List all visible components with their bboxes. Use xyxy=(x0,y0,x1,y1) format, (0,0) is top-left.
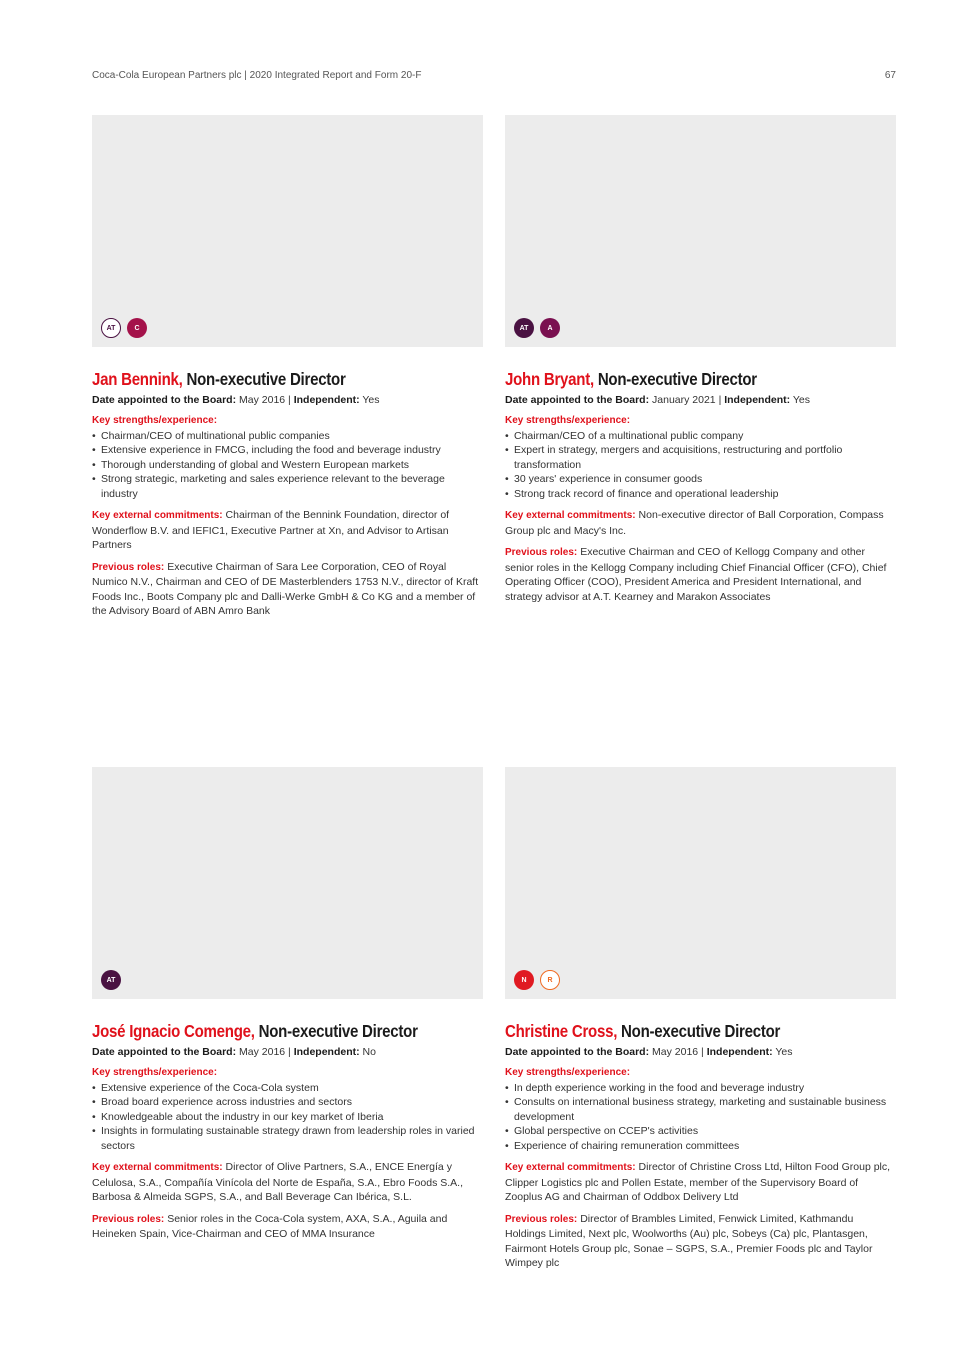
independent-value: Yes xyxy=(792,394,811,406)
strengths-list xyxy=(505,1081,896,1154)
previous-roles-section xyxy=(92,1212,483,1242)
list-item: • Expert in strategy, mergers and acquisitions, restructuring and portfolio transformation xyxy=(505,443,896,472)
independent-value: Yes xyxy=(362,394,380,406)
previous-roles-heading: Previous roles: xyxy=(92,561,165,573)
director-photo xyxy=(505,767,896,999)
director-heading xyxy=(505,368,841,390)
date-label: Date appointed to the Board: xyxy=(92,1046,237,1058)
committee-badge-at: AT xyxy=(514,318,534,338)
report-title: Coca-Cola European Partners plc | 2020 Integrated Report and Form 20-F xyxy=(92,70,422,81)
list-item: • Chairman/CEO of a multinational public company xyxy=(505,429,896,444)
list-item: • Global perspective on CCEP's activities xyxy=(505,1124,896,1139)
date-value: May 2016 xyxy=(239,1046,286,1058)
list-item: • Extensive experience in FMCG, including the food and beverage industry xyxy=(92,443,483,458)
committee-badges xyxy=(101,318,147,338)
list-item: • Strong strategic, marketing and sales experience relevant to the beverage industry xyxy=(92,472,483,501)
independent-label: Independent: xyxy=(293,1046,360,1058)
list-item: • Strong track record of finance and operational leadership xyxy=(505,487,896,502)
appointment-info: Date appointed to the Board: May 2016 | Independent: No xyxy=(92,1046,376,1058)
strengths-section xyxy=(92,414,483,501)
committee-badge-n: N xyxy=(514,970,534,990)
list-item: • Thorough understanding of global and Western European markets xyxy=(92,458,483,473)
strengths-heading: Key strengths/experience: xyxy=(505,1067,631,1078)
strengths-section xyxy=(505,1066,896,1153)
previous-roles-section xyxy=(92,560,483,619)
commitments-text: Director of Olive Partners, S.A., ENCE Energía y Celulosa, S.A., Compañía Vinícola del Norte de España, S.A., Ebro Foods S.A., Barbosa & Almeida SGPS, S.A., and Ball Beverage Can Ibérica, S.L. xyxy=(92,1161,464,1204)
commitments-heading: Key external commitments: xyxy=(505,1162,636,1174)
previous-roles-heading: Previous roles: xyxy=(92,1213,165,1225)
director-role: Non-executive Director xyxy=(258,1021,418,1041)
strengths-heading: Key strengths/experience: xyxy=(92,415,218,426)
director-role: Non-executive Director xyxy=(597,369,757,389)
committee-badge-a: A xyxy=(540,318,560,338)
independent-label: Independent: xyxy=(706,1046,773,1058)
director-role: Non-executive Director xyxy=(186,369,346,389)
page-number: 67 xyxy=(884,70,896,81)
commitments-heading: Key external commitments: xyxy=(505,510,636,522)
date-value: May 2016 xyxy=(239,394,286,406)
previous-roles-heading: Previous roles: xyxy=(505,547,578,559)
committee-badge-c: C xyxy=(127,318,147,338)
committee-badges xyxy=(101,970,121,990)
list-item: • Experience of chairing remuneration committees xyxy=(505,1139,896,1154)
list-item: • 30 years' experience in consumer goods xyxy=(505,472,896,487)
committee-badges xyxy=(514,970,560,990)
committee-badges xyxy=(514,318,560,338)
strengths-section xyxy=(92,1066,483,1153)
director-role: Non-executive Director xyxy=(621,1021,781,1041)
page-header xyxy=(92,70,896,81)
previous-roles-section xyxy=(505,545,896,604)
list-item: • Extensive experience of the Coca-Cola system xyxy=(92,1081,483,1096)
director-photo xyxy=(92,767,483,999)
director-photo xyxy=(505,115,896,347)
list-item: • Insights in formulating sustainable strategy drawn from leadership roles in varied sectors xyxy=(92,1124,483,1153)
list-item: • Chairman/CEO of multinational public companies xyxy=(92,429,483,444)
director-heading xyxy=(92,1020,428,1042)
appointment-info: Date appointed to the Board: May 2016 | Independent: Yes xyxy=(92,394,380,406)
director-card-bryant xyxy=(505,115,896,604)
director-card-comenge xyxy=(92,767,483,1242)
commitments-heading: Key external commitments: xyxy=(92,1162,223,1174)
list-item: • In depth experience working in the food and beverage industry xyxy=(505,1081,896,1096)
committee-badge-r: R xyxy=(540,970,560,990)
commitments-text: Non-executive director of Ball Corporation, Compass Group plc and Macy's Inc. xyxy=(505,509,884,537)
independent-label: Independent: xyxy=(724,394,791,406)
director-name: Jan Bennink, xyxy=(92,369,183,389)
independent-label: Independent: xyxy=(293,394,360,406)
strengths-list xyxy=(92,429,483,502)
previous-roles-text: Executive Chairman of Sara Lee Corporation, CEO of Royal Numico N.V., Chairman and CEO of DE Masterblenders 1753 N.V., director of Kraft Foods Inc., Boots Company plc and Dalli-Werke GmbH & Co KG and a member of the Advisory Board of ABN Amro Bank xyxy=(92,560,479,618)
commitments-heading: Key external commitments: xyxy=(92,510,223,522)
strengths-list xyxy=(92,1081,483,1154)
date-value: May 2016 xyxy=(652,1046,699,1058)
strengths-heading: Key strengths/experience: xyxy=(505,415,631,426)
commitments-section xyxy=(505,508,896,538)
previous-roles-text: Executive Chairman and CEO of Kellogg Company and other senior roles in the Kellogg Company including Chief Financial Officer (CFO), Chief Operating Officer (COO), President America and President International, and strategy advisor at A.T. Kearney and Marakon Associates xyxy=(505,546,887,603)
director-card-cross xyxy=(505,767,896,1271)
previous-roles-text: Director of Brambles Limited, Fenwick Limited, Kathmandu Holdings Limited, Next plc, Woolworths (Au) plc, Sobeys (Ca) plc, Plantasgen, Fairmont Hotels Group plc, Sonae – SGPS, S.A., Premier Foods plc and Taylor Wimpey plc xyxy=(505,1212,873,1270)
commitments-section xyxy=(92,1160,483,1205)
date-label: Date appointed to the Board: xyxy=(505,1046,650,1058)
director-heading xyxy=(505,1020,841,1042)
previous-roles-section xyxy=(505,1212,896,1271)
director-heading xyxy=(92,368,428,390)
independent-value: Yes xyxy=(775,1046,793,1058)
strengths-heading: Key strengths/experience: xyxy=(92,1067,218,1078)
date-label: Date appointed to the Board: xyxy=(505,394,650,406)
list-item: • Consults on international business strategy, marketing and sustainable business development xyxy=(505,1095,896,1124)
commitments-section xyxy=(92,508,483,553)
committee-badge-at: AT xyxy=(101,318,121,338)
commitments-text: Director of Christine Cross Ltd, Hilton Food Group plc, Clipper Logistics plc and Pollen Estate, member of the Supervisory Board of Zooplus AG and Chairman of Oddbox Delivery Ltd xyxy=(505,1161,891,1204)
previous-roles-text: Senior roles in the Coca-Cola system, AXA, S.A., Aguila and Heineken Spain, Vice-Chairman and CEO of MMA Insurance xyxy=(92,1212,448,1241)
list-item: • Broad board experience across industries and sectors xyxy=(92,1095,483,1110)
date-label: Date appointed to the Board: xyxy=(92,394,237,406)
committee-badge-at: AT xyxy=(101,970,121,990)
director-name: José Ignacio Comenge, xyxy=(92,1021,255,1041)
appointment-info: Date appointed to the Board: May 2016 | Independent: Yes xyxy=(505,1046,793,1058)
list-item: • Knowledgeable about the industry in our key market of Iberia xyxy=(92,1110,483,1125)
independent-value: No xyxy=(362,1046,376,1058)
director-card-bennink xyxy=(92,115,483,619)
strengths-list xyxy=(505,429,896,502)
strengths-section xyxy=(505,414,896,501)
director-name: Christine Cross, xyxy=(505,1021,618,1041)
commitments-text: Chairman of the Bennink Foundation, director of Wonderflow B.V. and IEFIC1, Executive Partner at Xn, and Advisor to Artisan Partners xyxy=(92,509,450,552)
previous-roles-heading: Previous roles: xyxy=(505,1213,578,1225)
appointment-info: Date appointed to the Board: January 2021 | Independent: Yes xyxy=(505,394,811,406)
date-value: January 2021 xyxy=(652,394,716,406)
commitments-section xyxy=(505,1160,896,1205)
director-name: John Bryant, xyxy=(505,369,594,389)
director-photo xyxy=(92,115,483,347)
